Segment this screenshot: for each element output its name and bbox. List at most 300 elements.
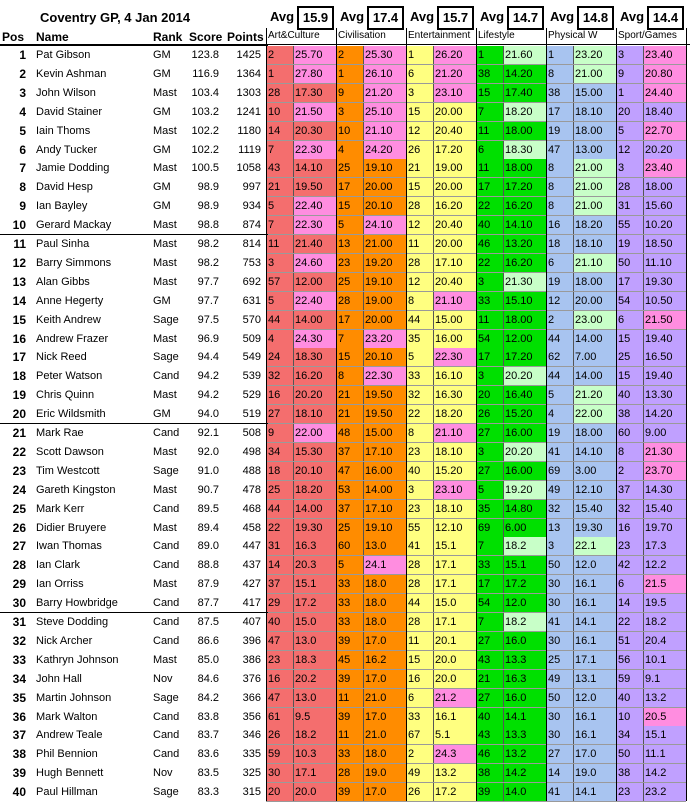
cell-score: 18.20 [503, 103, 546, 121]
cell-score: 5.1 [433, 726, 476, 744]
cell-rank: 30 [548, 578, 561, 591]
cell-art [266, 84, 336, 103]
table-row [0, 462, 690, 481]
cell-life [476, 311, 546, 330]
table-row [0, 481, 690, 500]
row-points: 1180 [237, 124, 261, 137]
cell-rank: 5 [268, 294, 275, 307]
cell-score: 15.1 [433, 537, 476, 555]
cell-score: 18.10 [433, 500, 476, 518]
cell-rank: 28 [338, 767, 351, 780]
cell-rank: 28 [408, 578, 421, 591]
cell-score: 21.60 [503, 46, 546, 64]
row-points: 539 [242, 370, 261, 383]
row-rank: Mast [153, 219, 177, 232]
row-name: Iwan Thomas [36, 540, 102, 553]
cell-score: 19.50 [363, 405, 406, 423]
table-row [0, 273, 690, 292]
cell-sport [616, 575, 686, 594]
cell-rank: 27 [478, 634, 491, 647]
cell-score: 16.40 [503, 386, 546, 404]
row-points: 498 [242, 445, 261, 458]
row-score: 83.5 [197, 767, 219, 780]
cell-ent [406, 159, 476, 178]
row-points: 386 [242, 653, 261, 666]
cell-score: 18.00 [573, 122, 616, 140]
cell-civ [336, 311, 406, 330]
cell-art [266, 556, 336, 575]
cell-score: 21.20 [573, 386, 616, 404]
cell-sport [616, 46, 686, 65]
table-row [0, 386, 690, 405]
row-score: 89.0 [197, 540, 219, 553]
cell-rank: 28 [408, 616, 421, 628]
row-score: 100.5 [191, 162, 219, 175]
cell-rank: 38 [478, 67, 491, 80]
cell-score: 12.10 [433, 519, 476, 537]
row-score: 87.5 [197, 616, 219, 628]
cell-rank: 11 [478, 313, 490, 326]
cell-rank: 10 [618, 710, 631, 723]
column-divider [336, 28, 337, 801]
cell-rank: 8 [618, 445, 625, 458]
cell-score: 20.00 [433, 103, 476, 121]
cell-score: 18.20 [573, 216, 616, 234]
cell-rank: 6 [618, 578, 625, 591]
cell-art [266, 500, 336, 519]
cell-art [266, 443, 336, 462]
cell-score: 21.10 [363, 122, 406, 140]
cell-score: 18.00 [573, 273, 616, 291]
cell-life [476, 481, 546, 500]
cell-sport [616, 348, 686, 367]
cell-rank: 4 [548, 408, 555, 421]
row-rank: Cand [153, 502, 180, 515]
cell-rank: 25 [338, 162, 351, 175]
row-rank: Cand [153, 748, 180, 761]
cell-rank: 40 [478, 219, 491, 232]
cell-ent [406, 122, 476, 141]
cell-score: 16.30 [433, 386, 476, 404]
cell-rank: 39 [478, 786, 491, 799]
cell-civ [336, 159, 406, 178]
row-pos: 27 [12, 539, 26, 554]
row-rank: GM [153, 294, 171, 307]
column-divider [616, 28, 617, 801]
cell-rank: 33 [338, 748, 351, 761]
row-rank: Mast [153, 238, 177, 250]
cell-sport [616, 726, 686, 745]
row-name: Andrew Frazer [36, 332, 109, 345]
cell-phys [546, 575, 616, 594]
cell-rank: 33 [408, 710, 421, 723]
cell-score: 16.1 [573, 708, 616, 726]
cell-score: 16.00 [503, 424, 546, 442]
cell-score: 10.3 [293, 745, 336, 763]
cell-score: 19.40 [643, 330, 686, 348]
row-pos: 34 [12, 671, 26, 686]
page-title: Coventry GP, 4 Jan 2014 [40, 10, 191, 25]
header-points: Points [227, 30, 264, 44]
row-pos: 37 [12, 728, 26, 743]
cell-sport [616, 481, 686, 500]
row-points: 488 [242, 464, 261, 477]
row-pos: 25 [12, 501, 26, 516]
cell-ent [406, 575, 476, 594]
cell-art [266, 783, 336, 802]
cell-phys [546, 689, 616, 708]
cell-score: 20.4 [643, 632, 686, 650]
row-name: Didier Bruyere [36, 521, 107, 534]
cell-rank: 39 [338, 672, 351, 685]
cell-score: 15.60 [643, 197, 686, 215]
category-name-civ: Civilisation [338, 30, 386, 41]
cell-sport [616, 670, 686, 689]
cell-rank: 50 [618, 748, 631, 761]
row-pos: 38 [12, 747, 26, 762]
row-rank: Cand [153, 540, 180, 553]
row-score: 92.1 [197, 427, 219, 439]
row-name: Ian Clark [36, 559, 81, 572]
cell-ent [406, 367, 476, 386]
cell-rank: 4 [338, 143, 345, 156]
cell-life [476, 197, 546, 216]
cell-life [476, 594, 546, 613]
cell-rank: 14 [618, 597, 631, 610]
cell-civ [336, 519, 406, 538]
row-rank: Mast [153, 332, 177, 345]
cell-rank: 46 [478, 238, 491, 250]
row-pos: 16 [12, 331, 26, 346]
cell-score: 17.1 [433, 613, 476, 631]
cell-score: 20.00 [433, 235, 476, 253]
cell-rank: 1 [408, 49, 415, 61]
cell-score: 19.0 [363, 764, 406, 782]
cell-score: 23.2 [643, 783, 686, 801]
row-pos: 3 [19, 85, 26, 100]
cell-rank: 17 [478, 181, 491, 194]
cell-score: 21.00 [573, 159, 616, 177]
row-pos: 20 [12, 407, 26, 422]
cell-art [266, 519, 336, 538]
avg-label: Avg [550, 9, 575, 24]
cell-rank: 49 [548, 483, 561, 496]
row-score: 85.0 [197, 653, 219, 666]
cell-ent [406, 330, 476, 349]
cell-rank: 8 [408, 294, 415, 307]
cell-score: 16.20 [503, 197, 546, 215]
row-score: 89.4 [197, 521, 219, 534]
cell-rank: 18 [268, 464, 281, 477]
cell-ent [406, 594, 476, 613]
cell-rank: 12 [408, 124, 421, 137]
row-pos: 33 [12, 652, 26, 667]
row-points: 814 [242, 238, 261, 250]
cell-score: 22.30 [293, 216, 336, 234]
cell-rank: 28 [408, 559, 421, 572]
cell-score: 19.40 [643, 367, 686, 385]
row-score: 83.8 [197, 710, 219, 723]
cell-ent [406, 65, 476, 84]
cell-ent [406, 141, 476, 160]
row-name: Gerard Mackay [36, 219, 112, 232]
row-name: Andrew Teale [36, 729, 103, 742]
cell-life [476, 216, 546, 235]
row-score: 103.2 [191, 105, 219, 118]
cell-rank: 7 [478, 616, 485, 628]
cell-phys [546, 65, 616, 84]
cell-score: 26.10 [363, 65, 406, 83]
cell-phys [546, 726, 616, 745]
cell-score: 21.30 [503, 273, 546, 291]
cell-rank: 35 [408, 332, 421, 345]
row-rank: Mast [153, 162, 177, 175]
row-rank: Mast [153, 578, 177, 591]
cell-rank: 15 [478, 86, 491, 99]
cell-score: 24.10 [363, 216, 406, 234]
row-rank: GM [153, 143, 171, 156]
cell-score: 18.0 [363, 594, 406, 612]
cell-score: 20.80 [643, 65, 686, 83]
cell-score: 18.30 [503, 141, 546, 159]
row-name: Hugh Bennett [36, 767, 104, 780]
cell-score: 18.10 [573, 235, 616, 253]
cell-art [266, 103, 336, 122]
cell-civ [336, 689, 406, 708]
cell-rank: 40 [618, 389, 631, 402]
row-score: 123.8 [191, 49, 219, 61]
cell-rank: 19 [548, 427, 561, 439]
cell-phys [546, 556, 616, 575]
cell-rank: 22 [478, 256, 491, 269]
cell-score: 13.2 [503, 745, 546, 763]
cell-score: 12.0 [573, 689, 616, 707]
cell-art [266, 348, 336, 367]
cell-ent [406, 103, 476, 122]
cell-score: 9.5 [293, 708, 336, 726]
cell-score: 25.10 [363, 103, 406, 121]
cell-score: 20.10 [363, 197, 406, 215]
cell-rank: 5 [478, 483, 485, 496]
row-pos: 40 [12, 785, 26, 800]
row-points: 1303 [236, 86, 261, 99]
cell-score: 21.0 [363, 726, 406, 744]
cell-rank: 26 [408, 786, 421, 799]
cell-rank: 22 [268, 521, 281, 534]
cell-rank: 3 [618, 49, 625, 61]
cell-score: 13.3 [503, 651, 546, 669]
cell-ent [406, 443, 476, 462]
cell-score: 20.20 [643, 141, 686, 159]
cell-art [266, 726, 336, 745]
cell-score: 13.0 [293, 689, 336, 707]
cell-score: 15.0 [293, 613, 336, 631]
cell-score: 19.0 [573, 764, 616, 782]
cell-rank: 41 [408, 540, 421, 553]
cell-life [476, 159, 546, 178]
row-score: 90.7 [197, 483, 219, 496]
cell-sport [616, 141, 686, 160]
cell-art [266, 235, 336, 254]
cell-rank: 17 [618, 275, 631, 288]
cell-score: 23.40 [643, 159, 686, 177]
cell-score: 14.2 [643, 764, 686, 782]
cell-ent [406, 178, 476, 197]
cell-rank: 11 [478, 124, 490, 137]
cell-phys [546, 292, 616, 311]
cell-phys [546, 594, 616, 613]
cell-phys [546, 216, 616, 235]
table-row [0, 141, 690, 160]
cell-rank: 40 [618, 691, 631, 704]
cell-rank: 28 [408, 200, 421, 213]
cell-rank: 6 [408, 691, 415, 704]
cell-score: 24.1 [363, 556, 406, 574]
cell-score: 22.40 [293, 292, 336, 310]
cell-rank: 33 [338, 597, 351, 610]
table-row [0, 689, 690, 708]
table-row [0, 613, 690, 632]
cell-phys [546, 254, 616, 273]
row-name: Pat Gibson [36, 49, 91, 61]
cell-score: 14.10 [573, 443, 616, 461]
row-score: 98.8 [197, 219, 219, 232]
row-name: Mark Kerr [36, 502, 85, 515]
cell-score: 17.10 [363, 500, 406, 518]
cell-life [476, 537, 546, 556]
row-name: Jamie Dodding [36, 162, 110, 175]
row-points: 509 [242, 332, 261, 345]
cell-rank: 37 [618, 483, 631, 496]
cell-rank: 15 [338, 351, 351, 364]
cell-art [266, 651, 336, 670]
cell-score: 18.2 [643, 613, 686, 631]
cell-score: 14.2 [503, 764, 546, 782]
row-name: Iain Thoms [36, 124, 91, 137]
cell-phys [546, 367, 616, 386]
row-score: 87.7 [197, 597, 219, 610]
cell-score: 20.40 [433, 273, 476, 291]
row-pos: 23 [12, 463, 26, 478]
cell-rank: 7 [478, 105, 485, 118]
cell-ent [406, 481, 476, 500]
row-pos: 17 [12, 350, 26, 365]
row-rank: GM [153, 200, 171, 213]
cell-score: 15.20 [503, 405, 546, 423]
cell-score: 13.3 [503, 726, 546, 744]
cell-score: 18.00 [503, 122, 546, 140]
row-points: 427 [242, 578, 261, 591]
cell-rank: 40 [268, 616, 281, 628]
cell-rank: 41 [548, 616, 561, 628]
cell-phys [546, 443, 616, 462]
cell-phys [546, 745, 616, 764]
cell-score: 22.30 [363, 367, 406, 385]
cell-rank: 37 [268, 578, 281, 591]
cell-art [266, 745, 336, 764]
cell-rank: 23 [618, 786, 631, 799]
cell-life [476, 745, 546, 764]
cell-life [476, 330, 546, 349]
cell-rank: 47 [268, 634, 281, 647]
row-points: 407 [242, 616, 261, 628]
table-row [0, 670, 690, 689]
row-name: Peter Watson [36, 370, 103, 383]
table-row [0, 594, 690, 613]
row-points: 570 [242, 313, 261, 326]
cell-score: 20.20 [503, 367, 546, 385]
cell-phys [546, 424, 616, 443]
cell-life [476, 367, 546, 386]
cell-rank: 16 [548, 219, 561, 232]
row-points: 366 [242, 691, 261, 704]
cell-art [266, 670, 336, 689]
cell-score: 17.0 [363, 670, 406, 688]
cell-civ [336, 273, 406, 292]
table-row [0, 556, 690, 575]
row-score: 92.0 [197, 445, 219, 458]
cell-rank: 33 [408, 370, 421, 383]
cell-score: 16.20 [433, 197, 476, 215]
cell-rank: 60 [618, 427, 631, 439]
cell-life [476, 405, 546, 424]
cell-score: 17.20 [503, 348, 546, 366]
cell-score: 19.10 [363, 159, 406, 177]
cell-rank: 16 [618, 521, 631, 534]
cell-score: 23.10 [433, 481, 476, 499]
row-points: 997 [242, 181, 261, 194]
cell-civ [336, 178, 406, 197]
cell-ent [406, 670, 476, 689]
cell-rank: 17 [548, 105, 561, 118]
cell-rank: 11 [408, 238, 420, 250]
cell-art [266, 708, 336, 727]
cell-score: 14.1 [573, 783, 616, 801]
cell-score: 22.1 [573, 537, 616, 555]
cell-rank: 30 [548, 597, 561, 610]
row-score: 88.8 [197, 559, 219, 572]
cell-score: 18.50 [643, 235, 686, 253]
cell-score: 19.50 [363, 386, 406, 404]
header-rank: Rank [153, 30, 183, 44]
cell-score: 20.30 [293, 122, 336, 140]
cell-rank: 5 [338, 219, 345, 232]
row-pos: 24 [12, 482, 26, 497]
cell-phys [546, 348, 616, 367]
cell-rank: 69 [478, 521, 491, 534]
row-rank: GM [153, 408, 171, 421]
row-rank: GM [153, 181, 171, 194]
cell-score: 11.1 [643, 745, 686, 763]
cell-score: 12.00 [503, 330, 546, 348]
cell-sport [616, 556, 686, 575]
row-points: 478 [242, 483, 261, 496]
cell-rank: 2 [338, 49, 345, 61]
cell-phys [546, 764, 616, 783]
header-name: Name [36, 30, 69, 44]
cell-score: 17.2 [433, 783, 476, 801]
row-name: Barry Howbridge [36, 597, 118, 610]
cell-score: 15.30 [293, 443, 336, 461]
cell-score: 12.10 [573, 481, 616, 499]
row-pos: 9 [19, 199, 26, 214]
row-score: 98.9 [197, 181, 219, 194]
row-rank: Cand [153, 370, 180, 383]
cell-rank: 2 [548, 313, 555, 326]
cell-rank: 25 [338, 275, 351, 288]
row-pos: 15 [12, 312, 26, 327]
cell-ent [406, 292, 476, 311]
